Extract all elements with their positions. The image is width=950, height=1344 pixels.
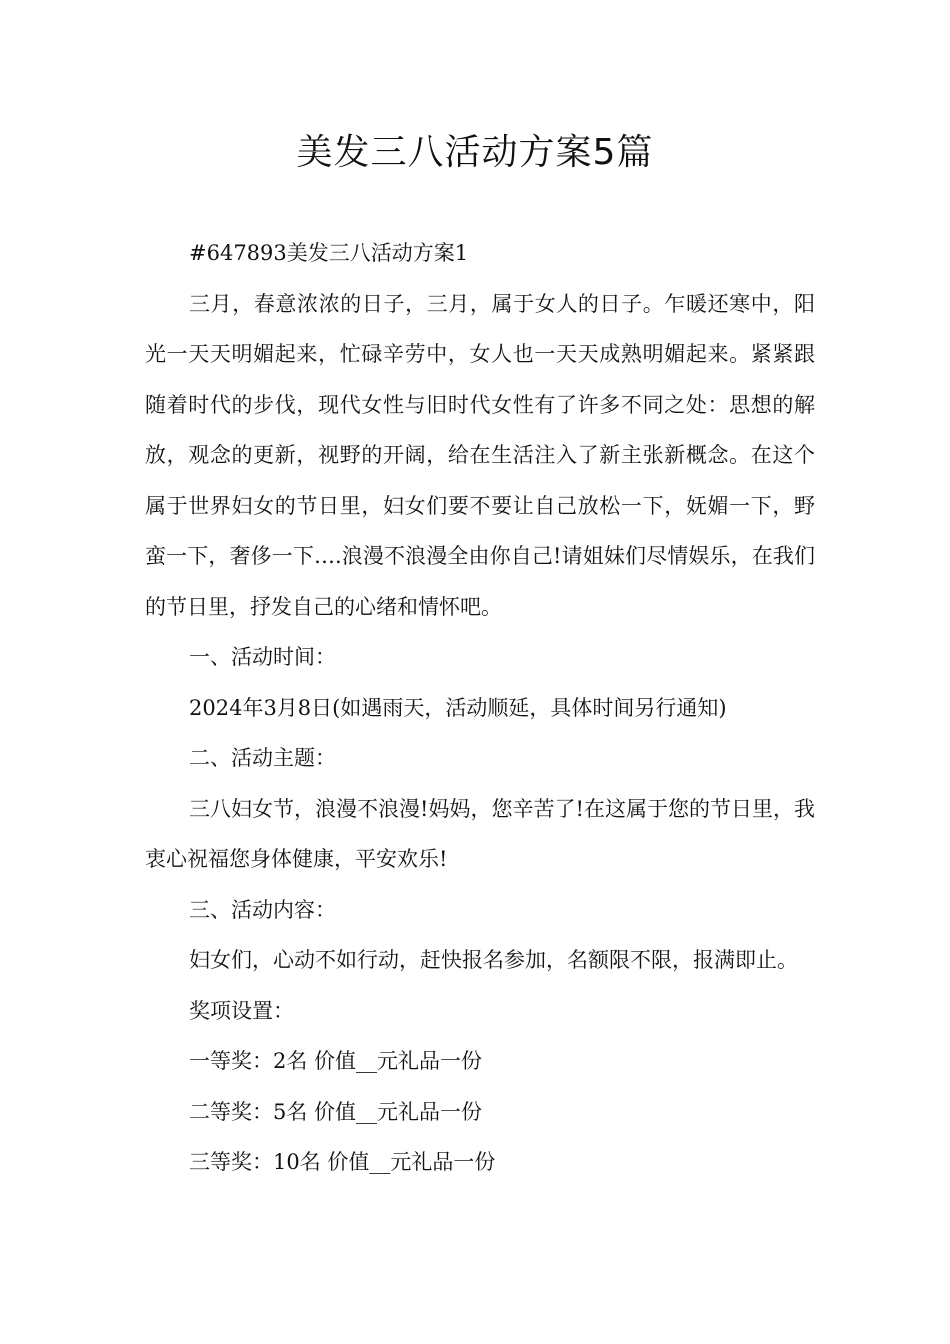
activity-time-heading: 一、活动时间： (189, 645, 336, 669)
activity-theme-heading: 二、活动主题： (189, 746, 336, 770)
document-title: 美发三八活动方案5篇 (296, 132, 654, 173)
activity-content-heading: 三、活动内容： (189, 897, 336, 922)
awards-heading: 奖项设置： (189, 998, 294, 1023)
plan-heading: #647893美发三八活动方案1 (189, 241, 469, 265)
activity-theme-text: 三八妇女节，浪漫不浪漫!妈妈，您辛苦了!在这属于您的节日里，我衷心祝福您身体健康，平安欢乐! (145, 796, 815, 871)
award-first-prize: 一等奖：2名 价值__元礼品一份 (189, 1049, 483, 1073)
document-body (145, 228, 815, 1188)
award-second-prize: 二等奖：5名 价值__元礼品一份 (189, 1099, 483, 1124)
award-third-prize: 三等奖：10名 价值__元礼品一份 (189, 1150, 496, 1174)
intro-paragraph: 三月，春意浓浓的日子，三月，属于女人的日子。乍暖还寒中，阳光一天天明媚起来，忙碌辛劳中，女人也一天天成熟明媚起来。紧紧跟随着时代的步伐，现代女性与旧时代女性有了许多不同之处：思想的解放，观念的更新，视野的开阔，给在生活注入了新主张新概念。在这个属于世界妇女的节日里，妇女们要不要让自己放松一下，妩媚一下，野蛮一下，奢侈一下….浪漫不浪漫全由你自己!请姐妹们尽情娱乐，在我们的节日里，抒发自己的心绪和情怀吧。 (145, 291, 815, 619)
activity-time-text: 2024年3月8日(如遇雨天，活动顺延，具体时间另行通知) (189, 695, 727, 720)
activity-content-text: 妇女们，心动不如行动，赶快报名参加，名额限不限，报满即止。 (189, 948, 798, 972)
